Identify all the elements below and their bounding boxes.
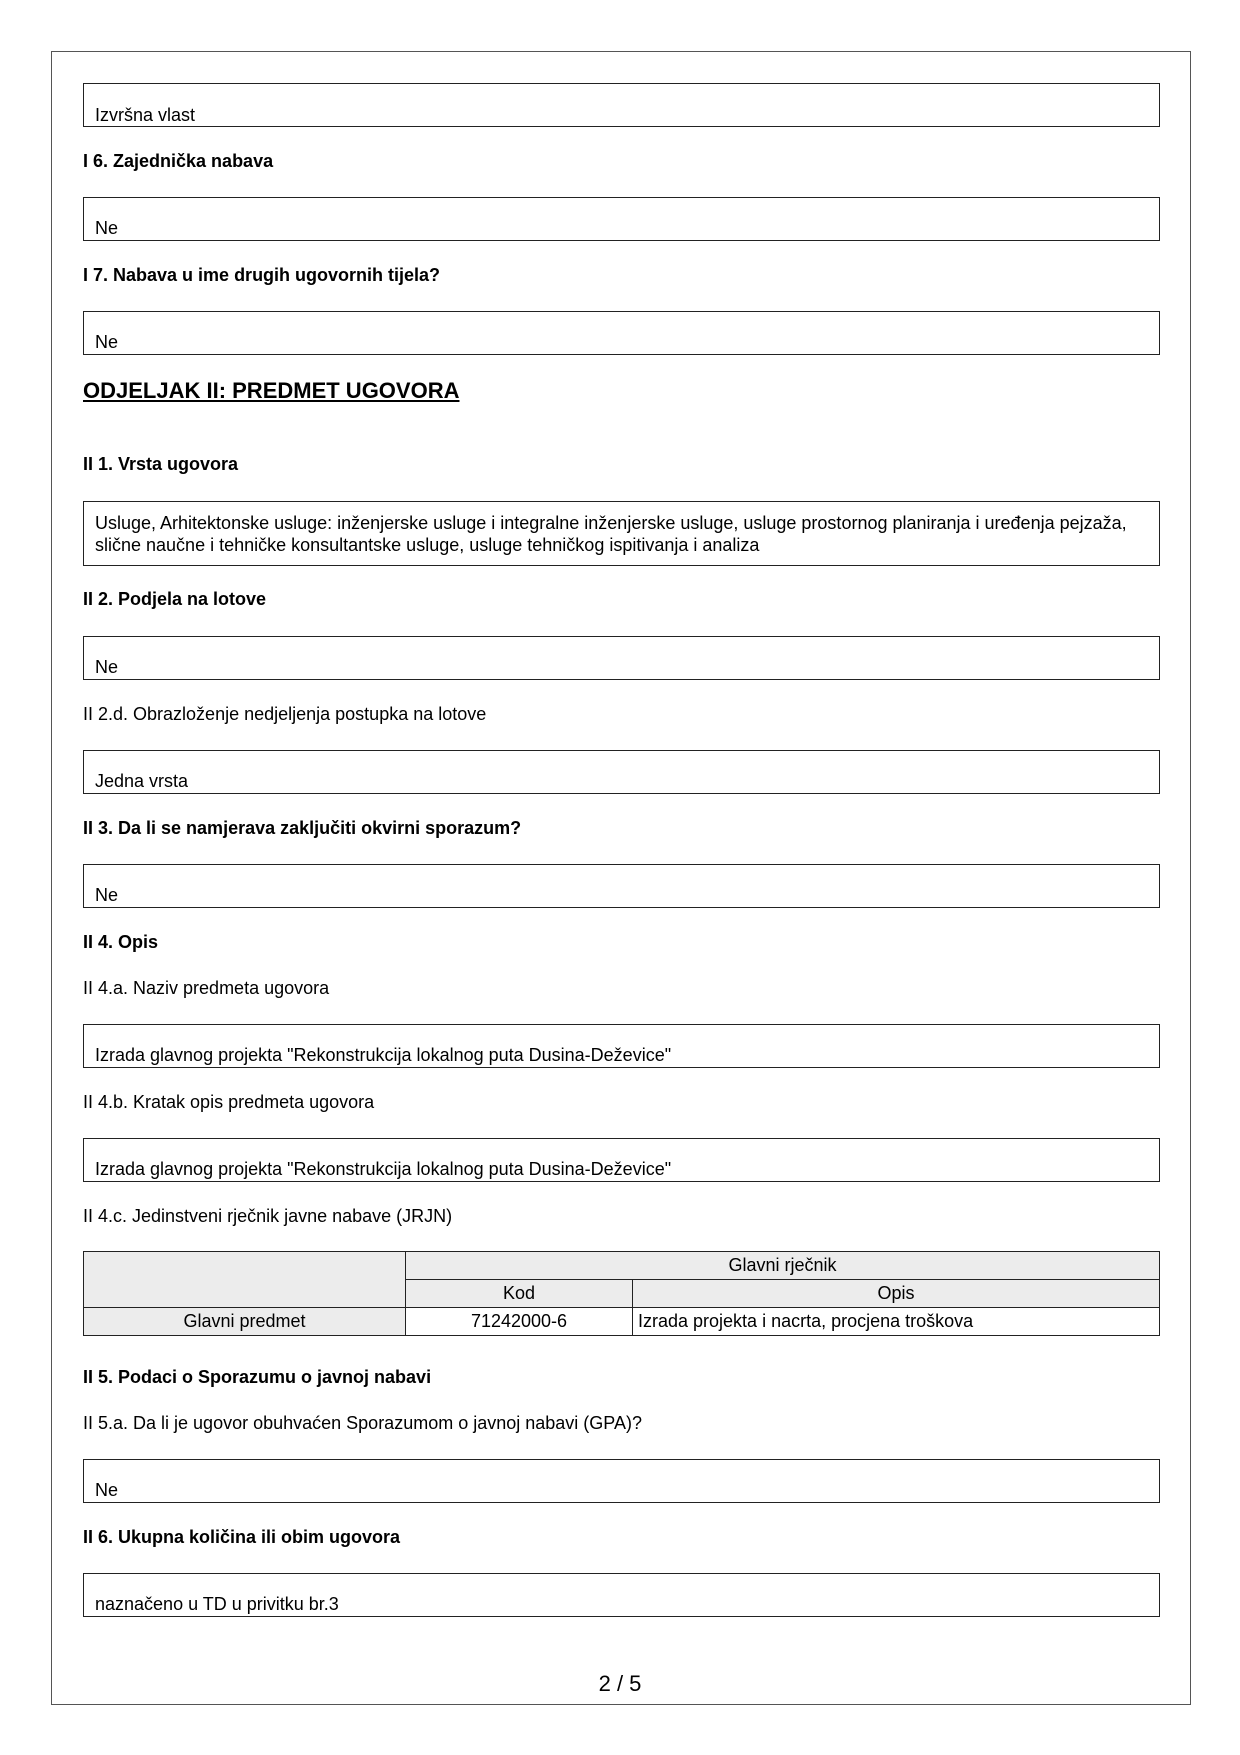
jrjn-col-kod: Kod	[406, 1280, 633, 1308]
ii4c-label: II 4.c. Jedinstveni rječnik javne nabave (JRJN)	[83, 1206, 453, 1226]
ii6-value: naznačeno u TD u privitku br.3	[95, 1594, 339, 1614]
jrjn-empty-header	[84, 1252, 406, 1308]
ii3-label: II 3. Da li se namjerava zaključiti okvirni sporazum?	[83, 818, 522, 838]
ii2-value: Ne	[95, 657, 119, 677]
ii1-value-box	[83, 501, 1160, 566]
i5-value-box	[83, 83, 1160, 127]
ii4b-label: II 4.b. Kratak opis predmeta ugovora	[83, 1092, 375, 1112]
ii2-value-box	[83, 636, 1160, 680]
ii4a-value: Izrada glavnog projekta "Rekonstrukcija lokalnog puta Dusina-Deževice"	[95, 1045, 672, 1065]
section-2-title: ODJELJAK II: PREDMET UGOVORA	[83, 378, 460, 403]
ii2d-value-box	[83, 750, 1160, 794]
i6-value-box	[83, 197, 1160, 241]
jrjn-row-label: Glavni predmet	[84, 1308, 406, 1336]
ii2d-label: II 2.d. Obrazloženje nedjeljenja postupka na lotove	[83, 704, 487, 724]
ii4-label: II 4. Opis	[83, 932, 159, 952]
ii3-value-box	[83, 864, 1160, 908]
ii5a-value: Ne	[95, 1480, 119, 1500]
i6-value: Ne	[95, 218, 119, 238]
ii2-label: II 2. Podjela na lotove	[83, 589, 267, 609]
ii5a-value-box	[83, 1459, 1160, 1503]
ii3-value: Ne	[95, 885, 119, 905]
page-number: 2 / 5	[598, 1671, 642, 1696]
ii5a-label: II 5.a. Da li je ugovor obuhvaćen Sporazumom o javnoj nabavi (GPA)?	[83, 1413, 642, 1433]
jrjn-group-header: Glavni rječnik	[406, 1252, 1160, 1280]
i5-value: Izvršna vlast	[95, 105, 196, 125]
ii4b-value: Izrada glavnog projekta "Rekonstrukcija lokalnog puta Dusina-Deževice"	[95, 1159, 672, 1179]
i7-label: I 7. Nabava u ime drugih ugovornih tijela?	[83, 265, 441, 285]
ii4b-value-box	[83, 1138, 1160, 1182]
ii6-value-box	[83, 1573, 1160, 1617]
ii4a-value-box	[83, 1024, 1160, 1068]
jrjn-table	[83, 1251, 1160, 1336]
jrjn-col-opis: Opis	[633, 1280, 1160, 1308]
ii5-label: II 5. Podaci o Sporazumu o javnoj nabavi	[83, 1367, 432, 1387]
ii1-value: Usluge, Arhitektonske usluge: inženjerske usluge i integralne inženjerske usluge, usluge prostornog planiranja i uređenja pejzaža, slične naučne i tehničke konsultantske usluge, usluge tehničkog ispitivanja i analiza	[95, 513, 1127, 555]
ii4a-label: II 4.a. Naziv predmeta ugovora	[83, 978, 330, 998]
ii6-label: II 6. Ukupna količina ili obim ugovora	[83, 1527, 401, 1547]
table-row	[84, 1308, 1160, 1336]
i7-value: Ne	[95, 332, 119, 352]
ii2d-value: Jedna vrsta	[95, 771, 189, 791]
i6-label: I 6. Zajednička nabava	[83, 151, 274, 171]
ii1-label: II 1. Vrsta ugovora	[83, 454, 239, 474]
i7-value-box	[83, 311, 1160, 355]
jrjn-row-kod: 71242000-6	[406, 1308, 633, 1336]
jrjn-row-opis: Izrada projekta i nacrta, procjena troškova	[633, 1308, 1160, 1336]
